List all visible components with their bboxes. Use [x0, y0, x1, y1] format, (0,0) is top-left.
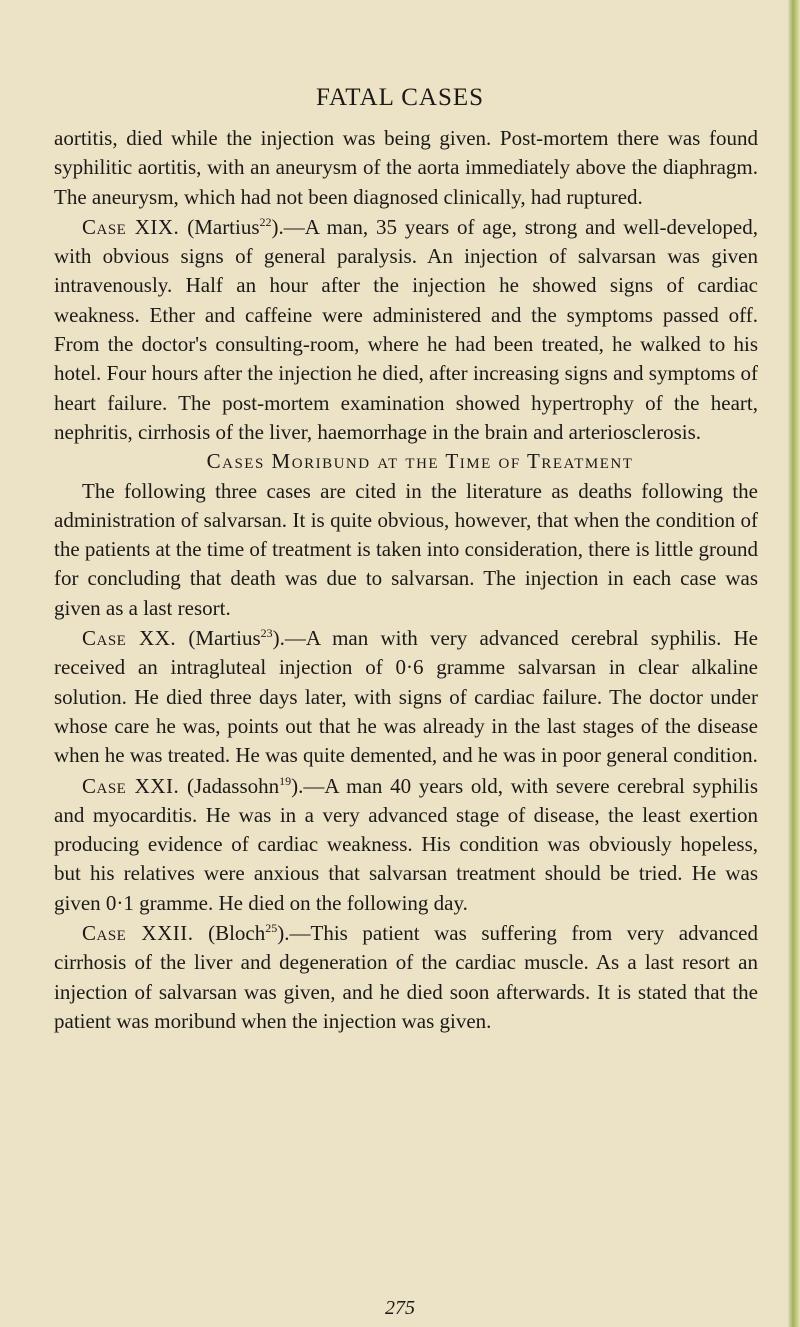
case-label: Case XXI. — [82, 773, 180, 798]
case-xxi-paragraph — [54, 772, 758, 918]
case-author: (Martius — [188, 626, 261, 651]
paragraph-continued: aortitis, died while the injection was being given. Post-mortem there was found syphilitic aortitis, with an aneurysm of the aorta immediately above the diaphragm. The aneurysm, which had not been diagnosed clinically, had ruptured. — [54, 126, 758, 209]
case-text: ).—This patient was suffering from very advanced cirrhosis of the liver and degeneration of the cardiac muscle. As a last resort an injection of salvarsan was given, and he died soon afterwards. It is stated that the patient was moribund when the injection was given. — [54, 921, 758, 1033]
case-label: Case XXII. — [82, 921, 194, 946]
case-label: Case XIX. — [82, 214, 180, 239]
running-header: FATAL CASES — [315, 84, 485, 111]
case-text: ).—A man 40 years old, with severe cerebral syphilis and myocarditis. He was in a very advanced stage of disease, the least exertion producing evidence of cardiac weakness. His condition was obviously hopeless, but his relatives were anxious that salvarsan treatment should be tried. He was given 0·1 gramme. He died on the following day. — [54, 773, 759, 915]
page-number: 275 — [385, 1297, 415, 1319]
case-xxii-paragraph — [54, 919, 758, 1036]
reference-number: 23 — [260, 626, 273, 641]
intro-paragraph: The following three cases are cited in the literature as deaths following the administration of salvarsan. It is quite obvious, however, that when the condition of the patients at the time of treatment is taken into consideration, there is little ground for concluding that death was due to salvarsan. The injection in each case was given as a last resort. — [54, 478, 758, 620]
reference-number: 25 — [265, 921, 278, 936]
reference-number: 19 — [279, 773, 292, 788]
section-heading: Cases Moribund at the Time of Treatment — [206, 449, 634, 474]
case-author: (Bloch — [208, 921, 266, 946]
page-edge — [788, 0, 800, 1327]
case-xx-paragraph — [54, 624, 758, 770]
case-xix-paragraph — [54, 213, 758, 447]
case-label: Case XX. — [82, 626, 177, 651]
case-text: ).—A man with very advanced cerebral syphilis. He received an intragluteal injection of 0·6 gramme salvarsan in clear alkaline solution. He died three days later, with signs of cardiac failure. The doctor under whose care he was, points out that he was already in the last stages of the disease when he was treated. He was quite demented, and he was in poor general condition. — [54, 626, 759, 768]
case-author: (Jadassohn — [186, 773, 280, 798]
body-text — [54, 124, 758, 1036]
case-text: ).—A man, 35 years of age, strong and well-developed, with obvious signs of general paralysis. An injection of salvarsan was given intravenously. Half an hour after the injection he showed signs of cardiac weakness. Ether and caffeine were administered and the symptoms passed off. From the doctor's consulting-room, where he had been treated, he walked to his hotel. Four hours after the injection he died, after increasing signs and symptoms of heart failure. The post-mortem examination showed hypertrophy of the heart, nephritis, cirrhosis of the liver, haemorrhage in the brain and arteriosclerosis. — [54, 214, 758, 444]
case-author: (Martius — [187, 214, 260, 239]
reference-number: 22 — [259, 214, 272, 229]
